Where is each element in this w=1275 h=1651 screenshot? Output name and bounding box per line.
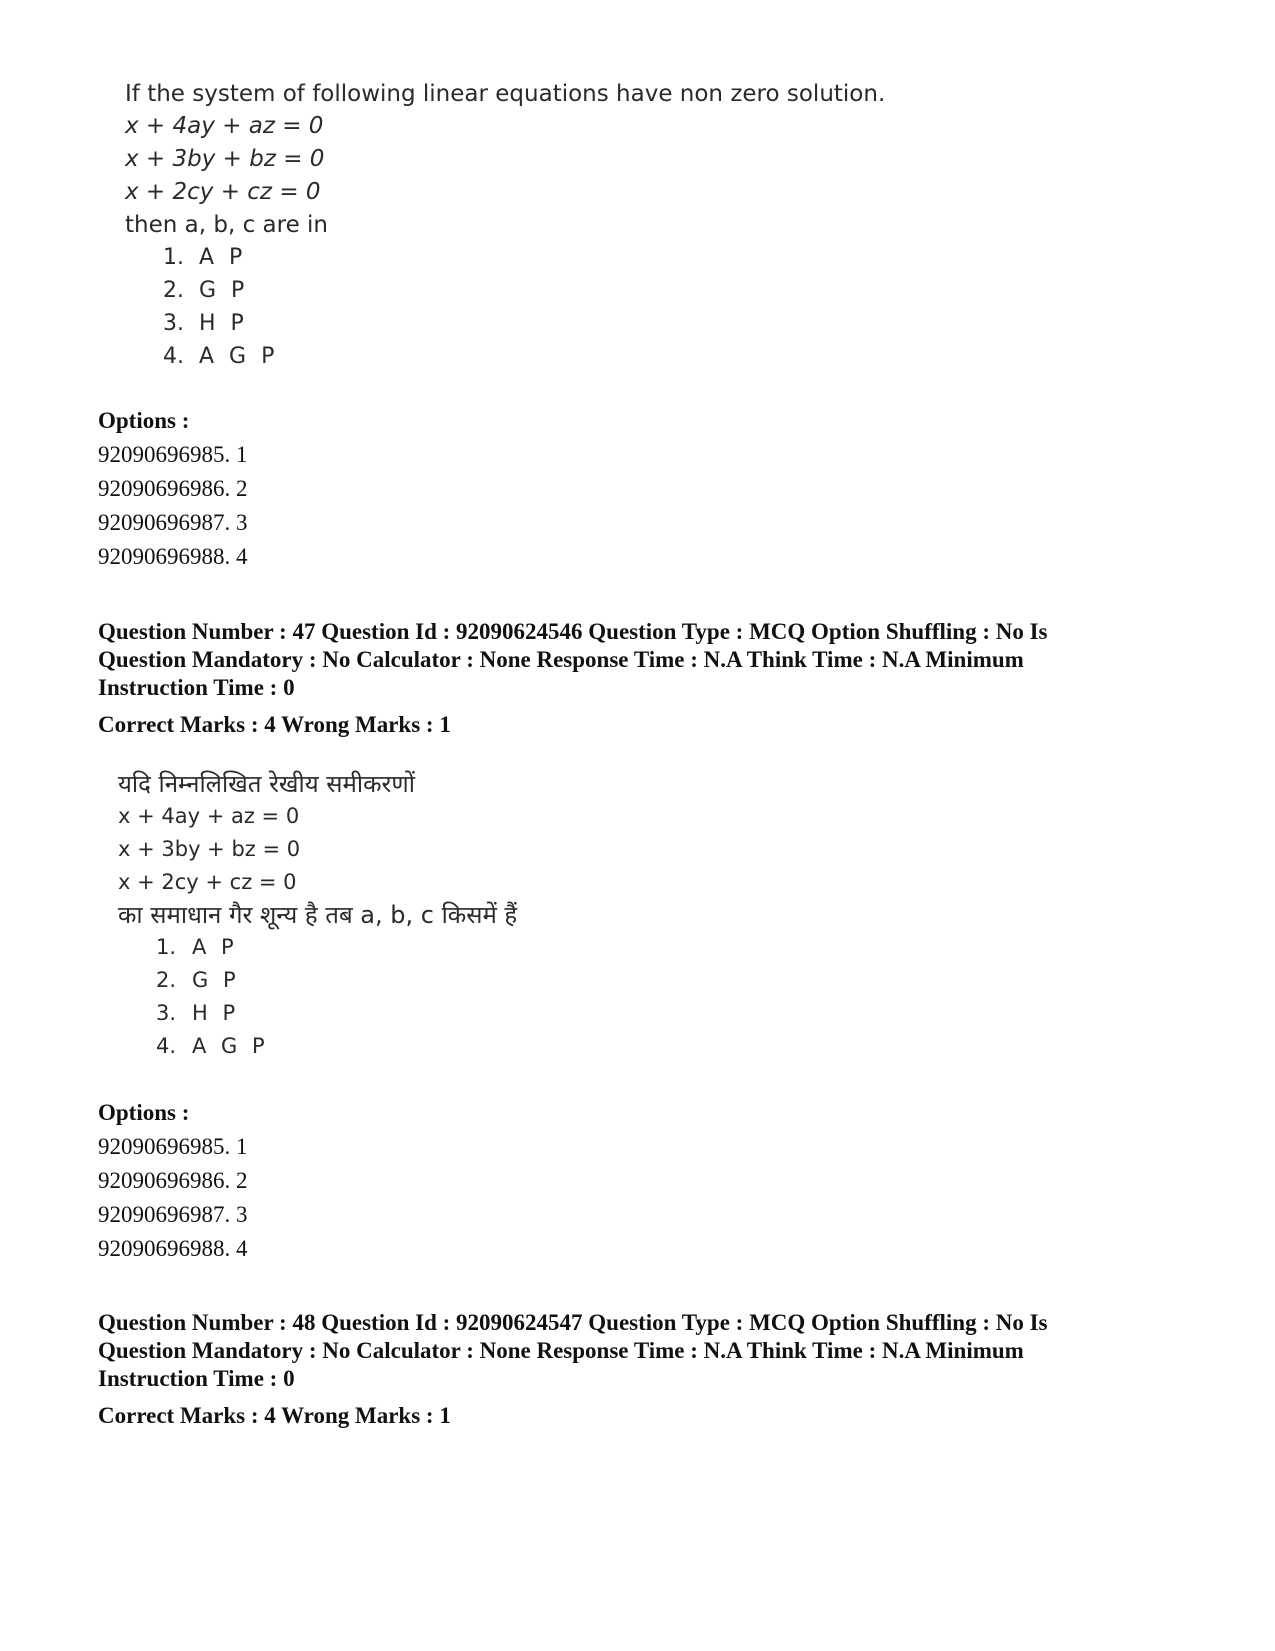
question-46-prompt: If the system of following linear equations have non zero solution. — [125, 81, 886, 107]
choice-number: 2. — [156, 968, 177, 992]
question-47-meta-line-2: Question Mandatory : No Calculator : None Response Time : N.A Think Time : N.A Minimum — [98, 647, 1024, 672]
option-item: 92090696985. 1 — [98, 442, 248, 467]
options-label: Options : — [98, 1100, 190, 1125]
choice-item — [156, 931, 517, 964]
choice-number: 3. — [156, 1001, 177, 1025]
question-47-header — [98, 618, 1048, 742]
choice-item — [163, 274, 885, 307]
option-item: 92090696988. 4 — [98, 544, 248, 569]
choice-text: A G P — [199, 344, 279, 369]
question-46-then-text: then a, b, c are in — [125, 212, 329, 238]
question-48-marks: Correct Marks : 4 Wrong Marks : 1 — [98, 1403, 451, 1428]
question-47-prompt: यदि निम्नलिखित रेखीय समीकरणों — [118, 770, 415, 798]
options-label: Options : — [98, 408, 190, 433]
question-46-equation-2: x + 3by + bz = 0 — [125, 146, 325, 172]
choice-text: A G P — [192, 1034, 269, 1058]
option-item: 92090696987. 3 — [98, 1202, 248, 1227]
question-47-equation-2: x + 3by + bz = 0 — [118, 837, 301, 861]
choice-item — [156, 1030, 517, 1063]
choice-item — [163, 340, 885, 373]
choice-text: H P — [192, 1001, 240, 1025]
question-46-options — [98, 404, 248, 574]
choice-item — [163, 307, 885, 340]
option-item: 92090696988. 4 — [98, 1236, 248, 1261]
question-47-options — [98, 1096, 248, 1266]
choice-number: 4. — [156, 1034, 177, 1058]
choice-item — [163, 241, 885, 274]
question-47-image — [118, 768, 517, 1063]
choice-text: G P — [192, 968, 240, 992]
question-47-equation-1: x + 4ay + az = 0 — [118, 804, 300, 828]
question-46-equation-1: x + 4ay + az = 0 — [125, 113, 324, 139]
option-item: 92090696987. 3 — [98, 510, 248, 535]
question-47-meta-line-3: Instruction Time : 0 — [98, 675, 295, 700]
choice-item — [156, 964, 517, 997]
question-46-image — [125, 78, 885, 373]
question-47-marks: Correct Marks : 4 Wrong Marks : 1 — [98, 712, 451, 737]
choice-text: G P — [199, 278, 249, 303]
choice-number: 2. — [163, 278, 184, 303]
choice-number: 3. — [163, 311, 184, 336]
choice-item — [156, 997, 517, 1030]
choice-text: A P — [192, 935, 238, 959]
option-item: 92090696986. 2 — [98, 1168, 248, 1193]
option-item: 92090696985. 1 — [98, 1134, 248, 1159]
choice-text: H P — [199, 311, 248, 336]
question-47-equation-3: x + 2cy + cz = 0 — [118, 870, 297, 894]
question-48-meta-line-3: Instruction Time : 0 — [98, 1366, 295, 1391]
choice-number: 1. — [163, 245, 184, 270]
choice-number: 1. — [156, 935, 177, 959]
question-47-choices — [156, 931, 517, 1063]
question-47-then-text: का समाधान गैर शून्य है तब a, b, c किसमें हैं — [118, 901, 518, 929]
question-46-equation-3: x + 2cy + cz = 0 — [125, 179, 321, 205]
choice-text: A P — [199, 245, 247, 270]
option-item: 92090696986. 2 — [98, 476, 248, 501]
question-48-meta-line-2: Question Mandatory : No Calculator : None Response Time : N.A Think Time : N.A Minimum — [98, 1338, 1024, 1363]
question-48-header — [98, 1309, 1048, 1433]
choice-number: 4. — [163, 344, 184, 369]
question-47-meta-line-1: Question Number : 47 Question Id : 92090624546 Question Type : MCQ Option Shuffling : No Is — [98, 619, 1048, 644]
question-48-meta-line-1: Question Number : 48 Question Id : 92090624547 Question Type : MCQ Option Shuffling : No Is — [98, 1310, 1048, 1335]
question-46-choices — [163, 241, 885, 373]
